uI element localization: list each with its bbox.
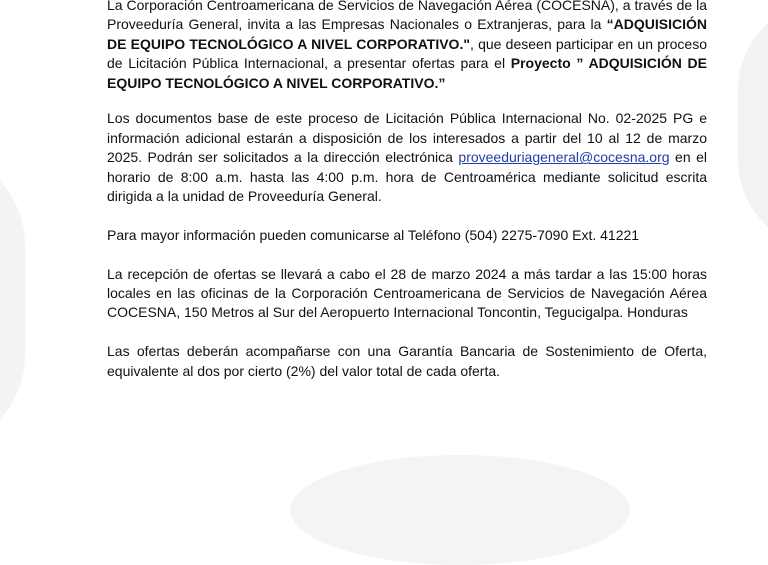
document-body <box>107 0 707 381</box>
reception-paragraph: La recepción de ofertas se llevará a cabo el 28 de marzo 2024 a más tardar a las 15:00 horas locales en las oficinas de la Corporación Centroamericana de Servicios de Navegación Aérea COCESNA, 150 Metros al Sur del Aeropuerto Internacional Toncontin, Tegucigalpa. Honduras <box>107 265 707 321</box>
contact-paragraph: Para mayor información pueden comunicarse al Teléfono (504) 2275-7090 Ext. 41221 <box>107 226 640 243</box>
watermark-shape-left <box>0 150 25 450</box>
documents-paragraph <box>107 109 707 206</box>
project-label: Proyecto <box>510 55 577 72</box>
email-link[interactable]: proveeduriageneral@cocesna.org <box>458 149 670 166</box>
project-title-2: ” ADQUISICIÓN DE EQUIPO TECNOLÓGICO A NIVEL CORPORATIVO.” <box>107 55 707 91</box>
watermark-shape-bottom <box>290 455 630 565</box>
documents-text-b: en el horario de 8:00 a.m. hasta las 4:00 p.m. hora de Centroamérica mediante solicitud escrita dirigida a la unidad de Proveeduría General. <box>107 149 707 205</box>
invitation-middle: , que deseen participar en un proceso de Licitación Pública Internacional, a presentar ofertas para el <box>107 35 707 72</box>
guarantee-paragraph: Las ofertas deberán acompañarse con una Garantía Bancaria de Sostenimiento de Oferta, equivalente al dos por cierto (2%) del valor total de cada oferta. <box>107 343 707 379</box>
watermark-shape-right <box>738 0 768 250</box>
invitation-intro: La Corporación Centroamericana de Servicios de Navegación Aérea (COCESNA), a través de la Proveeduría General, invita a las Empresas Nacionales o Extranjeras, para la <box>107 0 707 33</box>
documents-text-a: Los documentos base de este proceso de Licitación Pública Internacional No. 02-2025 PG e información adicional estarán a disposición de los interesados a partir del 10 al 12 de marzo 2025. Podrán ser solicitados a la dirección electrónica <box>107 110 707 166</box>
invitation-paragraph <box>107 0 707 93</box>
project-title: “ADQUISICIÓN DE EQUIPO TECNOLÓGICO A NIVEL CORPORATIVO." <box>107 16 707 52</box>
